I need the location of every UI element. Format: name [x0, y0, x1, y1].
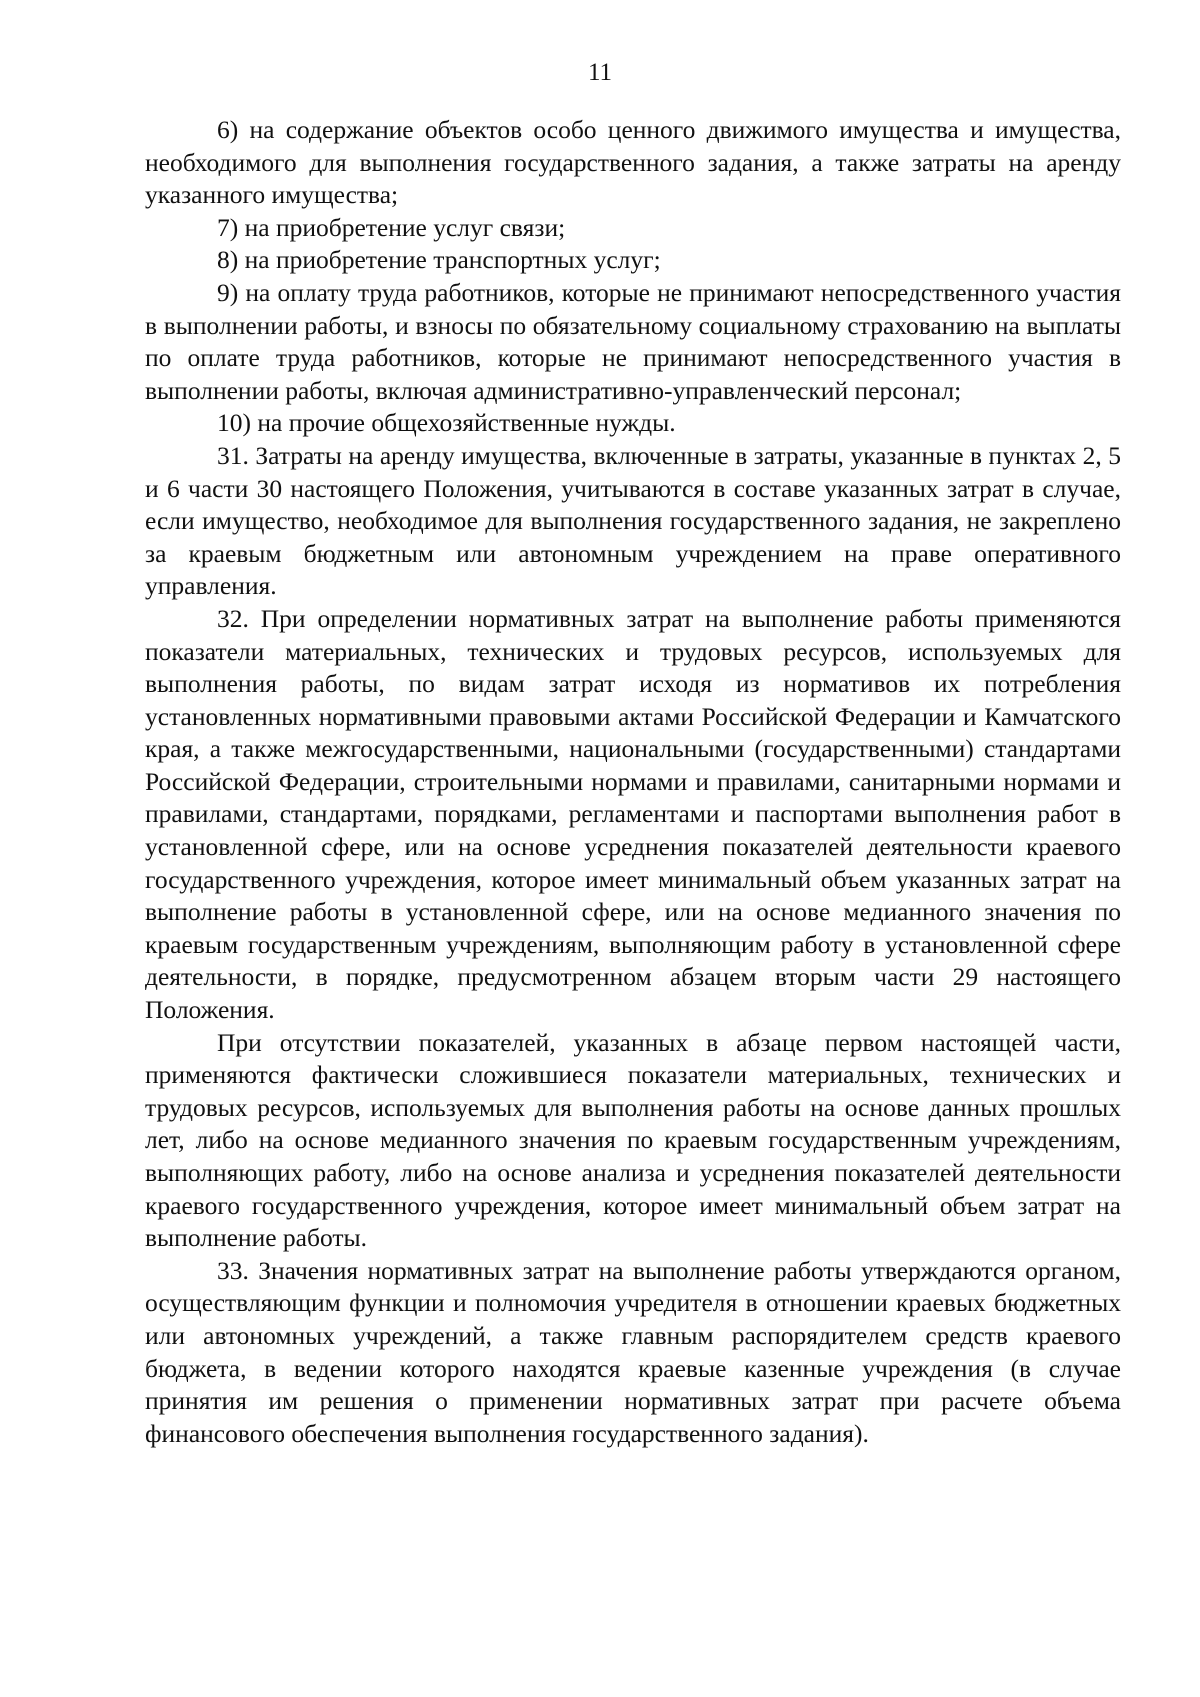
- paragraph-section-31: 31. Затраты на аренду имущества, включенные в затраты, указанные в пунктах 2, 5 и 6 части 30 настоящего Положения, учитываются в составе указанных затрат в случае, если имущество, необходимое для выполнения государственного задания, не закреплено за краевым бюджетным или автономным учреждением на праве оперативного управления.: [145, 440, 1121, 601]
- document-body: [145, 114, 1121, 1450]
- paragraph-section-32: 32. При определении нормативных затрат на выполнение работы применяются показатели материальных, технических и трудовых ресурсов, используемых для выполнения работы, по видам затрат исходя из нормативов их потребления установленных нормативными правовыми актами Российской Федерации и Камчатского края, а также межгосударственными, национальными (государственными) стандартами Российской Федерации, строительными нормами и правилами, санитарными нормами и правилами, стандартами, порядками, регламентами и паспортами выполнения работ в установленной сфере, или на основе усреднения показателей деятельности краевого государственного учреждения, которое имеет минимальный объем указанных затрат на выполнение работы в установленной сфере, или на основе медианного значения по краевым государственным учреждениям, выполняющим работу в установленной сфере деятельности, в порядке, предусмотренном абзацем вторым части 29 настоящего Положения.: [145, 603, 1121, 1025]
- paragraph-item-10: 10) на прочие общехозяйственные нужды.: [217, 408, 676, 438]
- paragraph-section-33: 33. Значения нормативных затрат на выполнение работы утверждаются органом, осуществляющим функции и полномочия учредителя в отношении краевых бюджетных или автономных учреждений, а также главным распорядителем средств краевого бюджета, в ведении которого находятся краевые казенные учреждения (в случае принятия им решения о применении нормативных затрат при расчете объема финансового обеспечения выполнения государственного задания).: [145, 1255, 1121, 1448]
- paragraph-item-8: 8) на приобретение транспортных услуг;: [217, 245, 661, 275]
- paragraph-section-32-part-2: При отсутствии показателей, указанных в абзаце первом настоящей части, применяются фактически сложившиеся показатели материальных, технических и трудовых ресурсов, используемых для выполнения работы на основе данных прошлых лет, либо на основе медианного значения по краевым государственным учреждениям, выполняющих работу, либо на основе анализа и усреднения показателей деятельности краевого государственного учреждения, которое имеет минимальный объем затрат на выполнение работы.: [145, 1027, 1121, 1253]
- page-number: 11: [587, 59, 613, 86]
- paragraph-item-7: 7) на приобретение услуг связи;: [217, 212, 566, 242]
- paragraph-item-6: 6) на содержание объектов особо ценного движимого имущества и имущества, необходимого для выполнения государственного задания, а также затраты на аренду указанного имущества;: [145, 115, 1121, 210]
- paragraph-item-9: 9) на оплату труда работников, которые не принимают непосредственного участия в выполнении работы, и взносы по обязательному социальному страхованию на выплаты по оплате труда работников, которые не принимают непосредственного участия в выполнении работы, включая административно-управленческий персонал;: [145, 277, 1121, 405]
